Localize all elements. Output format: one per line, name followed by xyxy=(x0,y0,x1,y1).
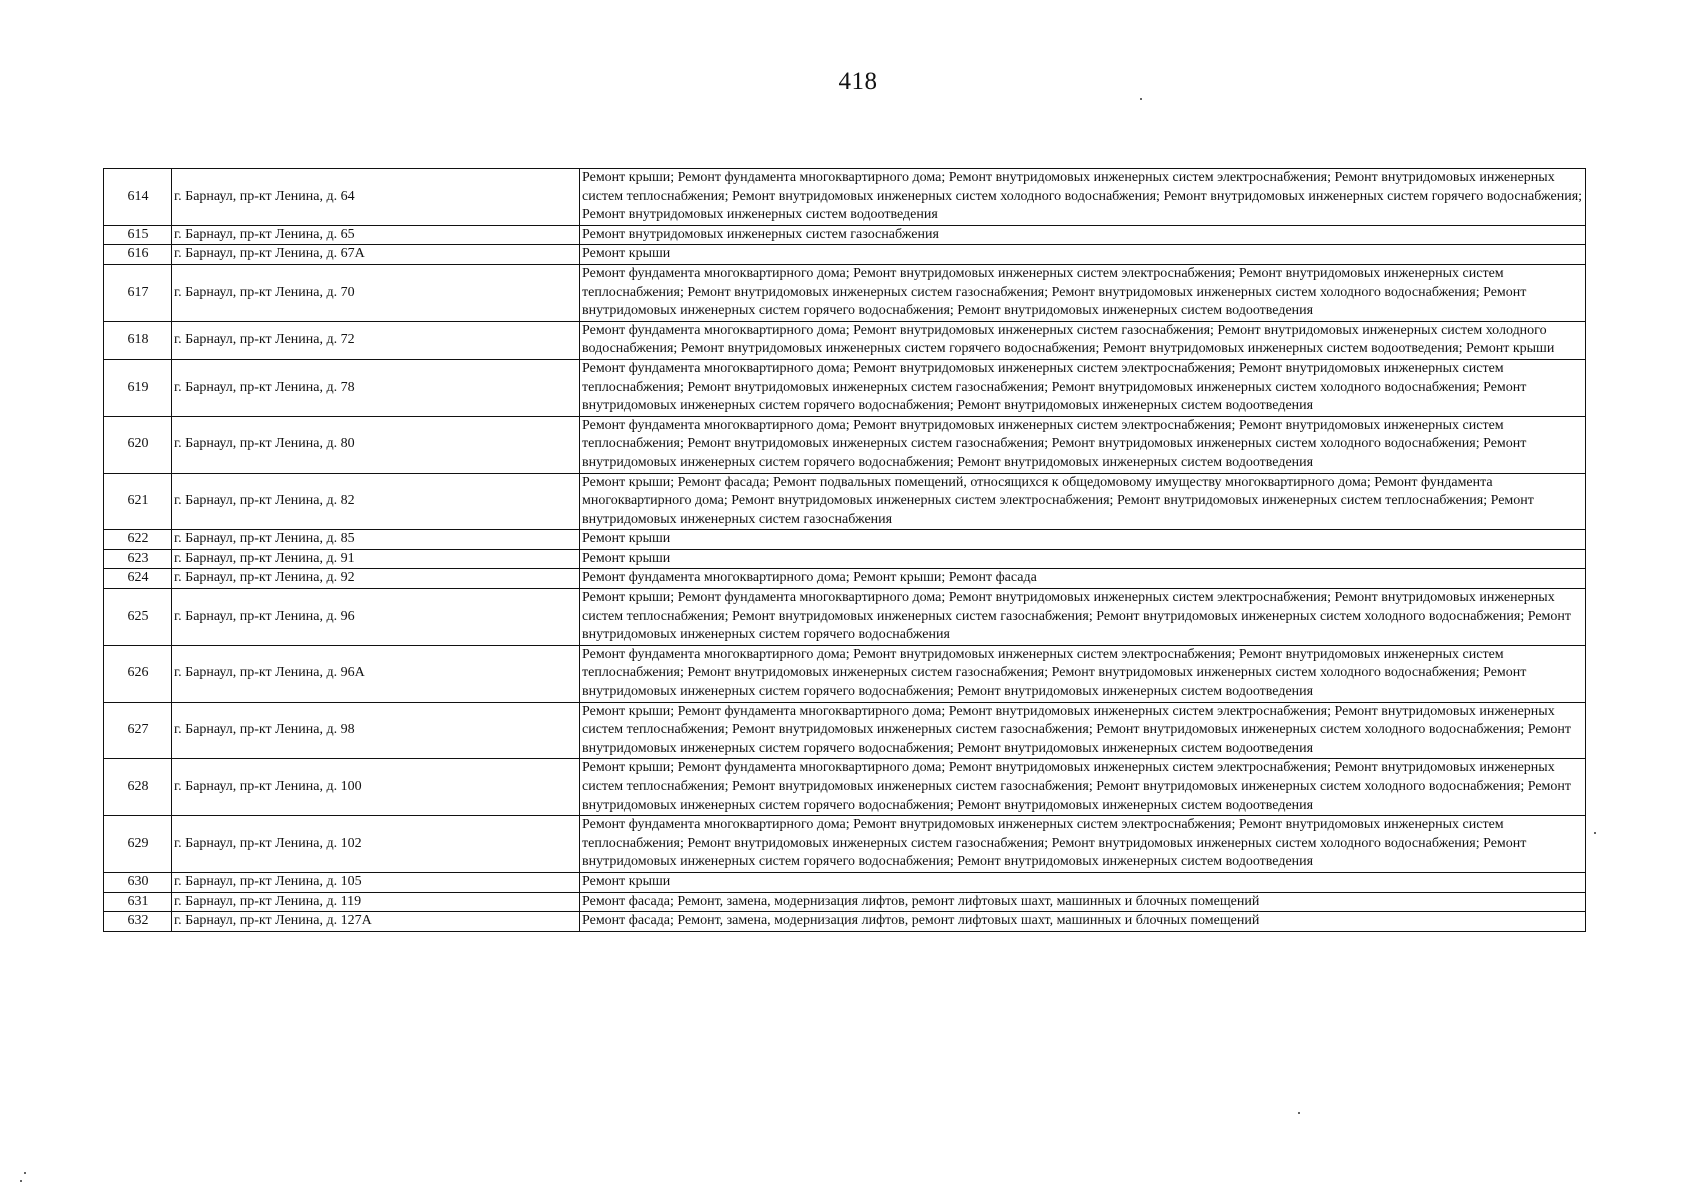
row-number: 622 xyxy=(104,530,172,550)
row-address: г. Барнаул, пр-кт Ленина, д. 105 xyxy=(172,872,580,892)
table-row xyxy=(104,264,1586,321)
repair-works-table xyxy=(103,168,1586,932)
row-repair-works: Ремонт крыши xyxy=(580,549,1586,569)
row-repair-works: Ремонт крыши; Ремонт фундамента многоквартирного дома; Ремонт внутридомовых инженерных систем электроснабжения; Ремонт внутридомовых инженерных систем теплоснабжения; Ремонт внутридомовых инженерных систем газоснабжения; Ремонт внутридомовых инженерных систем холодного водоснабжения; Ремонт внутридомовых инженерных систем горячего водоснабжения; Ремонт внутридомовых инженерных систем водоотведения xyxy=(580,759,1586,816)
row-number: 626 xyxy=(104,645,172,702)
table-body xyxy=(104,169,1586,932)
row-number: 615 xyxy=(104,225,172,245)
row-number: 623 xyxy=(104,549,172,569)
row-address: г. Барнаул, пр-кт Ленина, д. 72 xyxy=(172,321,580,359)
row-address: г. Барнаул, пр-кт Ленина, д. 98 xyxy=(172,702,580,759)
row-address: г. Барнаул, пр-кт Ленина, д. 127А xyxy=(172,912,580,932)
row-number: 630 xyxy=(104,872,172,892)
row-address: г. Барнаул, пр-кт Ленина, д. 96А xyxy=(172,645,580,702)
row-repair-works: Ремонт фундамента многоквартирного дома; Ремонт крыши; Ремонт фасада xyxy=(580,569,1586,589)
row-number: 620 xyxy=(104,416,172,473)
scan-speck xyxy=(20,1180,22,1182)
table-row xyxy=(104,912,1586,932)
table-row xyxy=(104,169,1586,226)
row-repair-works: Ремонт фундамента многоквартирного дома; Ремонт внутридомовых инженерных систем электроснабжения; Ремонт внутридомовых инженерных систем теплоснабжения; Ремонт внутридомовых инженерных систем газоснабжения; Ремонт внутридомовых инженерных систем холодного водоснабжения; Ремонт внутридомовых инженерных систем горячего водоснабжения; Ремонт внутридомовых инженерных систем водоотведения xyxy=(580,645,1586,702)
row-repair-works: Ремонт крыши xyxy=(580,872,1586,892)
row-number: 627 xyxy=(104,702,172,759)
row-repair-works: Ремонт фундамента многоквартирного дома; Ремонт внутридомовых инженерных систем электроснабжения; Ремонт внутридомовых инженерных систем теплоснабжения; Ремонт внутридомовых инженерных систем газоснабжения; Ремонт внутридомовых инженерных систем холодного водоснабжения; Ремонт внутридомовых инженерных систем горячего водоснабжения; Ремонт внутридомовых инженерных систем водоотведения xyxy=(580,359,1586,416)
row-repair-works: Ремонт фундамента многоквартирного дома; Ремонт внутридомовых инженерных систем электроснабжения; Ремонт внутридомовых инженерных систем теплоснабжения; Ремонт внутридомовых инженерных систем газоснабжения; Ремонт внутридомовых инженерных систем холодного водоснабжения; Ремонт внутридомовых инженерных систем горячего водоснабжения; Ремонт внутридомовых инженерных систем водоотведения xyxy=(580,264,1586,321)
row-repair-works: Ремонт крыши xyxy=(580,245,1586,265)
table-row xyxy=(104,359,1586,416)
row-address: г. Барнаул, пр-кт Ленина, д. 85 xyxy=(172,530,580,550)
table-row xyxy=(104,245,1586,265)
row-address: г. Барнаул, пр-кт Ленина, д. 96 xyxy=(172,589,580,646)
row-address: г. Барнаул, пр-кт Ленина, д. 82 xyxy=(172,473,580,530)
row-number: 625 xyxy=(104,589,172,646)
row-number: 618 xyxy=(104,321,172,359)
row-address: г. Барнаул, пр-кт Ленина, д. 65 xyxy=(172,225,580,245)
row-address: г. Барнаул, пр-кт Ленина, д. 67А xyxy=(172,245,580,265)
table-row xyxy=(104,225,1586,245)
row-number: 631 xyxy=(104,892,172,912)
table-row xyxy=(104,759,1586,816)
row-repair-works: Ремонт крыши; Ремонт фундамента многоквартирного дома; Ремонт внутридомовых инженерных систем электроснабжения; Ремонт внутридомовых инженерных систем теплоснабжения; Ремонт внутридомовых инженерных систем газоснабжения; Ремонт внутридомовых инженерных систем холодного водоснабжения; Ремонт внутридомовых инженерных систем горячего водоснабжения; Ремонт внутридомовых инженерных систем водоотведения xyxy=(580,702,1586,759)
row-number: 614 xyxy=(104,169,172,226)
table-row xyxy=(104,321,1586,359)
row-number: 624 xyxy=(104,569,172,589)
row-address: г. Барнаул, пр-кт Ленина, д. 119 xyxy=(172,892,580,912)
row-address: г. Барнаул, пр-кт Ленина, д. 102 xyxy=(172,816,580,873)
row-number: 632 xyxy=(104,912,172,932)
table-row xyxy=(104,416,1586,473)
row-repair-works: Ремонт фасада; Ремонт, замена, модернизация лифтов, ремонт лифтовых шахт, машинных и блочных помещений xyxy=(580,912,1586,932)
table-row xyxy=(104,473,1586,530)
row-repair-works: Ремонт крыши; Ремонт фундамента многоквартирного дома; Ремонт внутридомовых инженерных систем электроснабжения; Ремонт внутридомовых инженерных систем теплоснабжения; Ремонт внутридомовых инженерных систем холодного водоснабжения; Ремонт внутридомовых инженерных систем горячего водоснабжения; Ремонт внутридомовых инженерных систем водоотведения xyxy=(580,169,1586,226)
row-repair-works: Ремонт крыши xyxy=(580,530,1586,550)
row-address: г. Барнаул, пр-кт Ленина, д. 70 xyxy=(172,264,580,321)
row-address: г. Барнаул, пр-кт Ленина, д. 91 xyxy=(172,549,580,569)
row-repair-works: Ремонт крыши; Ремонт фундамента многоквартирного дома; Ремонт внутридомовых инженерных систем электроснабжения; Ремонт внутридомовых инженерных систем теплоснабжения; Ремонт внутридомовых инженерных систем газоснабжения; Ремонт внутридомовых инженерных систем холодного водоснабжения; Ремонт внутридомовых инженерных систем горячего водоснабжения xyxy=(580,589,1586,646)
row-repair-works: Ремонт фасада; Ремонт, замена, модернизация лифтов, ремонт лифтовых шахт, машинных и блочных помещений xyxy=(580,892,1586,912)
row-address: г. Барнаул, пр-кт Ленина, д. 100 xyxy=(172,759,580,816)
table-row xyxy=(104,816,1586,873)
table-row xyxy=(104,569,1586,589)
row-number: 617 xyxy=(104,264,172,321)
row-repair-works: Ремонт крыши; Ремонт фасада; Ремонт подвальных помещений, относящихся к общедомовому имуществу многоквартирного дома; Ремонт фундамента многоквартирного дома; Ремонт внутридомовых инженерных систем электроснабжения; Ремонт внутридомовых инженерных систем теплоснабжения; Ремонт внутридомовых инженерных систем газоснабжения xyxy=(580,473,1586,530)
scan-speck xyxy=(1140,98,1142,100)
row-address: г. Барнаул, пр-кт Ленина, д. 92 xyxy=(172,569,580,589)
row-number: 621 xyxy=(104,473,172,530)
row-number: 629 xyxy=(104,816,172,873)
table-row xyxy=(104,589,1586,646)
table-row xyxy=(104,645,1586,702)
scan-speck xyxy=(1298,1112,1300,1114)
row-repair-works: Ремонт внутридомовых инженерных систем газоснабжения xyxy=(580,225,1586,245)
row-repair-works: Ремонт фундамента многоквартирного дома; Ремонт внутридомовых инженерных систем электроснабжения; Ремонт внутридомовых инженерных систем теплоснабжения; Ремонт внутридомовых инженерных систем газоснабжения; Ремонт внутридомовых инженерных систем холодного водоснабжения; Ремонт внутридомовых инженерных систем горячего водоснабжения; Ремонт внутридомовых инженерных систем водоотведения xyxy=(580,416,1586,473)
row-repair-works: Ремонт фундамента многоквартирного дома; Ремонт внутридомовых инженерных систем газоснабжения; Ремонт внутридомовых инженерных систем холодного водоснабжения; Ремонт внутридомовых инженерных систем горячего водоснабжения; Ремонт внутридомовых инженерных систем водоотведения; Ремонт крыши xyxy=(580,321,1586,359)
table-row xyxy=(104,702,1586,759)
row-number: 628 xyxy=(104,759,172,816)
scan-speck xyxy=(1594,832,1596,834)
row-number: 619 xyxy=(104,359,172,416)
row-address: г. Барнаул, пр-кт Ленина, д. 80 xyxy=(172,416,580,473)
table-row xyxy=(104,892,1586,912)
row-address: г. Барнаул, пр-кт Ленина, д. 78 xyxy=(172,359,580,416)
row-repair-works: Ремонт фундамента многоквартирного дома; Ремонт внутридомовых инженерных систем электроснабжения; Ремонт внутридомовых инженерных систем теплоснабжения; Ремонт внутридомовых инженерных систем газоснабжения; Ремонт внутридомовых инженерных систем холодного водоснабжения; Ремонт внутридомовых инженерных систем горячего водоснабжения; Ремонт внутридомовых инженерных систем водоотведения xyxy=(580,816,1586,873)
table-row xyxy=(104,530,1586,550)
row-address: г. Барнаул, пр-кт Ленина, д. 64 xyxy=(172,169,580,226)
table-row xyxy=(104,549,1586,569)
table-row xyxy=(104,872,1586,892)
scan-speck xyxy=(24,1172,26,1174)
page-number: 418 xyxy=(838,68,878,95)
row-number: 616 xyxy=(104,245,172,265)
